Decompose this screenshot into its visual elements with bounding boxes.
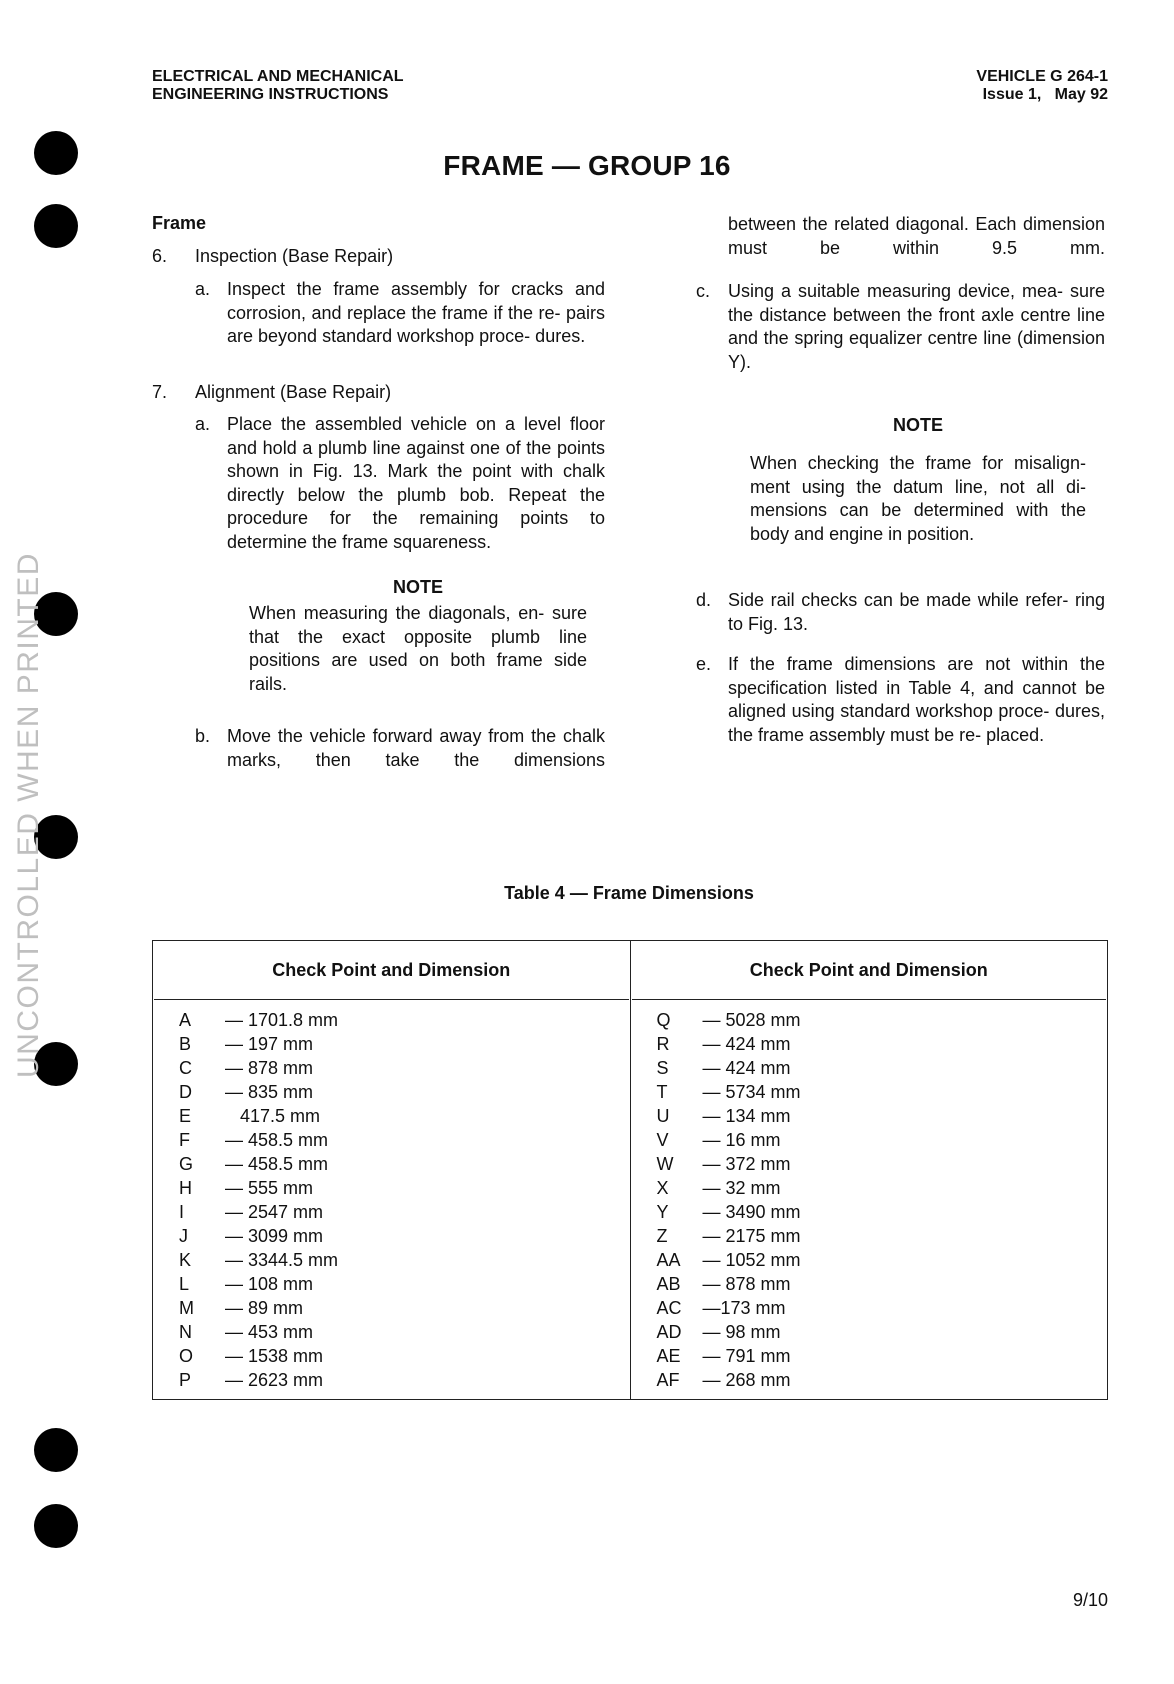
check-point-label: I xyxy=(179,1202,185,1222)
note-1-text: When measuring the diagonals, en- sure that the exact opposite plumb line positions are used on both frame side rails. xyxy=(249,603,587,694)
binder-hole-icon xyxy=(34,204,78,248)
page-title: FRAME — GROUP 16 xyxy=(443,150,731,181)
check-point-label: U xyxy=(656,1106,670,1126)
table-row xyxy=(632,1224,1107,1248)
dimension-value: — 197 mm xyxy=(225,1034,314,1054)
table-left-rows xyxy=(154,1000,629,1398)
dimension-value: — 424 mm xyxy=(702,1058,791,1078)
dimension-value: — 134 mm xyxy=(702,1106,791,1126)
watermark-uncontrolled: UNCONTROLLED WHEN PRINTED xyxy=(12,552,45,1078)
header-left-line2: ENGINEERING INSTRUCTIONS xyxy=(152,86,389,103)
dimension-value: — 372 mm xyxy=(702,1154,791,1174)
para-7c-letter: c. xyxy=(696,281,711,301)
para-7e-text: If the frame dimensions are not within the specification listed in Table 4, and cannot be aligned using standard workshop proce- dures, the frame assembly must be re- placed. xyxy=(728,654,1105,745)
table-row xyxy=(632,1104,1107,1128)
table-right-rows xyxy=(632,1000,1107,1398)
table-caption: Table 4 — Frame Dimensions xyxy=(504,883,754,903)
check-point-label: B xyxy=(179,1034,192,1054)
para-7b-continuation: between the related diagonal. Each dimension must be within 9.5 mm. xyxy=(728,214,1105,258)
table-right-column xyxy=(630,941,1108,1400)
dimension-value: — 89 mm xyxy=(225,1298,304,1318)
dimension-value: — 458.5 mm xyxy=(225,1154,329,1174)
binder-hole-icon xyxy=(34,1428,78,1472)
table-row xyxy=(154,1152,629,1176)
section-heading-frame: Frame xyxy=(152,213,207,233)
check-point-label: E xyxy=(179,1106,192,1126)
check-point-label: O xyxy=(179,1346,194,1366)
para-7a-text: Place the assembled vehicle on a level floor and hold a plumb line against one of the points shown in Fig. 13. Mark the point with chalk directly below the plumb bob. Repeat the procedure for the remaining points to determine the frame squareness. xyxy=(227,414,605,552)
check-point-label: S xyxy=(656,1058,669,1078)
para-6-number: 6. xyxy=(152,246,168,266)
dimension-value: — 2175 mm xyxy=(702,1226,801,1246)
dimension-value: — 1052 mm xyxy=(702,1250,801,1270)
check-point-label: Z xyxy=(656,1226,668,1246)
check-point-label: AC xyxy=(656,1298,682,1318)
para-7e-letter: e. xyxy=(696,654,712,674)
dimension-value: — 424 mm xyxy=(702,1034,791,1054)
dimension-value: — 108 mm xyxy=(225,1274,314,1294)
dimension-value: — 3344.5 mm xyxy=(225,1250,339,1270)
table-row xyxy=(632,1272,1107,1296)
table-row xyxy=(154,1224,629,1248)
para-7b-text: Move the vehicle forward away from the chalk marks, then take the dimensions xyxy=(227,726,605,770)
table-row xyxy=(154,1080,629,1104)
table-row xyxy=(154,1368,629,1392)
table-row xyxy=(632,1008,1107,1032)
dimension-value: — 458.5 mm xyxy=(225,1130,329,1150)
check-point-label: AD xyxy=(656,1322,682,1342)
dimension-value: — 98 mm xyxy=(702,1322,781,1342)
dimension-value: — 2623 mm xyxy=(225,1370,324,1390)
table-row xyxy=(154,1104,629,1128)
table-row xyxy=(154,1008,629,1032)
table-row xyxy=(632,1056,1107,1080)
check-point-label: H xyxy=(179,1178,192,1198)
dimension-value: — 3490 mm xyxy=(702,1202,801,1222)
header-right xyxy=(976,68,1108,104)
header-left-line1: ELECTRICAL AND MECHANICAL xyxy=(152,68,404,85)
note-1-heading: NOTE xyxy=(392,577,443,597)
table-row xyxy=(632,1080,1107,1104)
dimension-value: — 453 mm xyxy=(225,1322,314,1342)
table-row xyxy=(632,1176,1107,1200)
table-row xyxy=(632,1128,1107,1152)
header-left xyxy=(152,68,404,104)
para-6-title: Inspection (Base Repair) xyxy=(195,246,394,266)
frame-dimensions-table xyxy=(152,940,1108,1400)
table-row xyxy=(632,1152,1107,1176)
check-point-label: D xyxy=(179,1082,192,1102)
table-row xyxy=(632,1032,1107,1056)
check-point-label: W xyxy=(656,1154,674,1174)
table-row xyxy=(632,1248,1107,1272)
para-7-title: Alignment (Base Repair) xyxy=(195,382,392,402)
check-point-label: F xyxy=(179,1130,190,1150)
table-left-header: Check Point and Dimension xyxy=(154,942,629,1000)
binder-hole-icon xyxy=(34,1504,78,1548)
table-row xyxy=(632,1296,1107,1320)
dimension-value: — 835 mm xyxy=(225,1082,314,1102)
para-7b-letter: b. xyxy=(195,726,211,746)
dimension-value: — 878 mm xyxy=(225,1058,314,1078)
para-7d-text: Side rail checks can be made while refer- ring to Fig. 13. xyxy=(728,590,1105,634)
check-point-label: K xyxy=(179,1250,192,1270)
check-point-label: C xyxy=(179,1058,192,1078)
table-left-column xyxy=(153,941,631,1400)
table-row xyxy=(632,1200,1107,1224)
table-row xyxy=(154,1320,629,1344)
table-row xyxy=(154,1296,629,1320)
check-point-label: R xyxy=(656,1034,670,1054)
dimension-value: — 555 mm xyxy=(225,1178,314,1198)
check-point-label: G xyxy=(179,1154,194,1174)
check-point-label: V xyxy=(656,1130,669,1150)
check-point-label: P xyxy=(179,1370,192,1390)
table-row xyxy=(632,1368,1107,1392)
table-row xyxy=(154,1176,629,1200)
check-point-label: Y xyxy=(656,1202,669,1222)
table-right-header: Check Point and Dimension xyxy=(632,942,1107,1000)
dimension-value: — 16 mm xyxy=(702,1130,781,1150)
table-row xyxy=(154,1200,629,1224)
dimension-value: — 1701.8 mm xyxy=(225,1010,339,1030)
para-6a-letter: a. xyxy=(195,279,211,299)
check-point-label: X xyxy=(656,1178,669,1198)
para-7a-letter: a. xyxy=(195,414,211,434)
check-point-label: AF xyxy=(656,1370,680,1390)
note-2-text: When checking the frame for misalign- ment using the datum line, not all di- mensions can be determined with the body and engine in position. xyxy=(750,453,1086,544)
dimension-value: — 878 mm xyxy=(702,1274,791,1294)
table-row xyxy=(632,1344,1107,1368)
dimension-value: — 5028 mm xyxy=(702,1010,801,1030)
dimension-value: — 791 mm xyxy=(702,1346,791,1366)
table-row xyxy=(632,1320,1107,1344)
check-point-label: T xyxy=(656,1082,668,1102)
dimension-value: —173 mm xyxy=(702,1298,786,1318)
dimension-value: 417.5 mm xyxy=(225,1106,321,1126)
dimension-value: — 1538 mm xyxy=(225,1346,324,1366)
check-point-label: AB xyxy=(656,1274,681,1294)
page-number: 9/10 xyxy=(1072,1590,1108,1610)
table-row xyxy=(154,1248,629,1272)
table-row xyxy=(154,1272,629,1296)
table-row xyxy=(154,1056,629,1080)
check-point-label: A xyxy=(179,1010,192,1030)
header-right-line1: VEHICLE G 264-1 xyxy=(976,68,1108,85)
para-6a-text: Inspect the frame assembly for cracks and corrosion, and replace the frame if the re- pairs are beyond standard workshop proce- dures. xyxy=(227,279,605,346)
dimension-value: — 3099 mm xyxy=(225,1226,324,1246)
table-row xyxy=(154,1128,629,1152)
check-point-label: AA xyxy=(656,1250,681,1270)
check-point-label: M xyxy=(179,1298,194,1318)
dimension-value: — 5734 mm xyxy=(702,1082,801,1102)
table-row xyxy=(154,1032,629,1056)
check-point-label: J xyxy=(179,1226,188,1246)
header-right-line2: Issue 1, May 92 xyxy=(982,86,1108,103)
note-2-heading: NOTE xyxy=(892,415,943,435)
para-7c-text: Using a suitable measuring device, mea- sure the distance between the front axle centre line and the spring equalizer centre line (dimension Y). xyxy=(728,281,1105,372)
check-point-label: AE xyxy=(656,1346,681,1366)
check-point-label: N xyxy=(179,1322,192,1342)
table-row xyxy=(154,1344,629,1368)
check-point-label: Q xyxy=(656,1010,671,1030)
dimension-value: — 2547 mm xyxy=(225,1202,324,1222)
check-point-label: L xyxy=(179,1274,190,1294)
para-7d-letter: d. xyxy=(696,590,712,610)
dimension-value: — 32 mm xyxy=(702,1178,781,1198)
para-7-number: 7. xyxy=(152,382,168,402)
dimension-value: — 268 mm xyxy=(702,1370,791,1390)
